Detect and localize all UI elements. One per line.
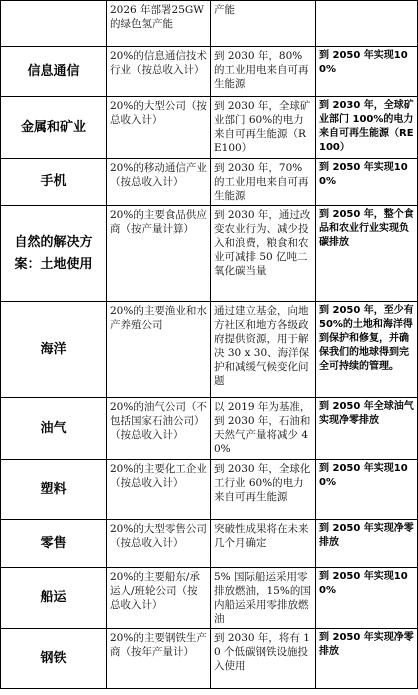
sector-cell: 海洋 (1, 302, 107, 398)
scope-cell: 20%的大型零售公司（按总收入计） (107, 520, 211, 568)
long-term-goal-cell: 到 2030 年，全球矿业部门 100%的电力来自可再生能源（RE100） (316, 97, 418, 159)
interim-target-cell: 5% 国际船运采用零排放燃油，15%的国内船运采用零排放燃油 (211, 568, 316, 629)
scope-cell: 20%的信息通信技术行业（按总收入计） (107, 47, 211, 97)
interim-target-cell: 到 2030 年，70%的工业用电来自可再生能源 (211, 159, 316, 206)
long-term-goal-cell: 到 2050 年实现100% (316, 159, 418, 206)
long-term-goal-cell: 到 2050 年，整个食品和农业行业实现负碳排放 (316, 206, 418, 302)
table-row-oil-gas (1, 398, 418, 460)
sector-cell: 信息通信 (1, 47, 107, 97)
table-row-shipping (1, 568, 418, 629)
long-term-goal-cell: 到 2050 年实现净零排放 (316, 629, 418, 689)
interim-target-cell: 到 2030 年，全球矿业部门 60%的电力来自可再生能源（RE100） (211, 97, 316, 159)
sector-cell: 零售 (1, 520, 107, 568)
long-term-goal-cell: 到 2050 年实现净零排放 (316, 520, 418, 568)
long-term-goal-cell: 到 2050 年全球油气实现净零排放 (316, 398, 418, 460)
scope-cell: 20%的大型公司（按总收入计） (107, 97, 211, 159)
interim-target-cell: 到 2030 年，将有 10 个低碳钢铁设施投入使用 (211, 629, 316, 689)
sector-cell: 自然的解决方案：土地使用 (1, 206, 107, 302)
table-row-ict (1, 47, 418, 97)
sector-cell: 钢铁 (1, 629, 107, 689)
scope-cell: 20%的移动通信产业（按总收入计） (107, 159, 211, 206)
long-term-goal-cell (316, 1, 418, 47)
table-row-ocean (1, 302, 418, 398)
table-row-land-use (1, 206, 418, 302)
table-row-hydrogen-continued (1, 1, 418, 47)
scope-cell: 20%的主要船东/承运人/班轮公司（按总收入计） (107, 568, 211, 629)
table-row-retail (1, 520, 418, 568)
scope-cell: 2026 年部署25GW 的绿色氢产能 (107, 1, 211, 47)
scope-cell: 20%的油气公司（不包括国家石油公司）（按总收入计） (107, 398, 211, 460)
scope-cell: 20%的主要化工企业（按总收入计） (107, 460, 211, 520)
sector-cell: 金属和矿业 (1, 97, 107, 159)
long-term-goal-cell: 到 2050 年，至少有 50%的土地和海洋得到保护和修复，并确保我们的地球得到完全可持续的管理。 (316, 302, 418, 398)
interim-target-cell: 到 2030 年，通过改变农业行为、减少投入和浪费，粮食和农业可减排 50 亿吨二氧化碳当量 (211, 206, 316, 302)
table-row-steel (1, 629, 418, 689)
long-term-goal-cell: 到 2050 年实现100% (316, 460, 418, 520)
interim-target-cell: 突破性成果将在未来几个月确定 (211, 520, 316, 568)
interim-target-cell: 以 2019 年为基准，到 2030 年，石油和天然气产量将减少 40% (211, 398, 316, 460)
table-row-plastics (1, 460, 418, 520)
table-row-mobile (1, 159, 418, 206)
sector-cell (1, 1, 107, 47)
sector-cell: 手机 (1, 159, 107, 206)
long-term-goal-cell: 到 2050 年实现100% (316, 47, 418, 97)
interim-target-cell: 产能 (211, 1, 316, 47)
sector-cell: 船运 (1, 568, 107, 629)
interim-target-cell: 到 2030 年，80%的工业用电来自可再生能源 (211, 47, 316, 97)
sector-cell: 油气 (1, 398, 107, 460)
scope-cell: 20%的主要食品供应商（按产量计算） (107, 206, 211, 302)
interim-target-cell: 到 2030 年，全球化工行业 60%的电力来自可再生能源 (211, 460, 316, 520)
scope-cell: 20%的主要钢铁生产商（按年产量计） (107, 629, 211, 689)
long-term-goal-cell: 到 2050 年实现100% (316, 568, 418, 629)
scope-cell: 20%的主要渔业和水产养殖公司 (107, 302, 211, 398)
table-row-metals-mining (1, 97, 418, 159)
sector-cell: 塑料 (1, 460, 107, 520)
interim-target-cell: 通过建立基金，向地方社区和地方各级政府提供资源，用于解决 30 x 30、海洋保护和减缓气候变化问题 (211, 302, 316, 398)
